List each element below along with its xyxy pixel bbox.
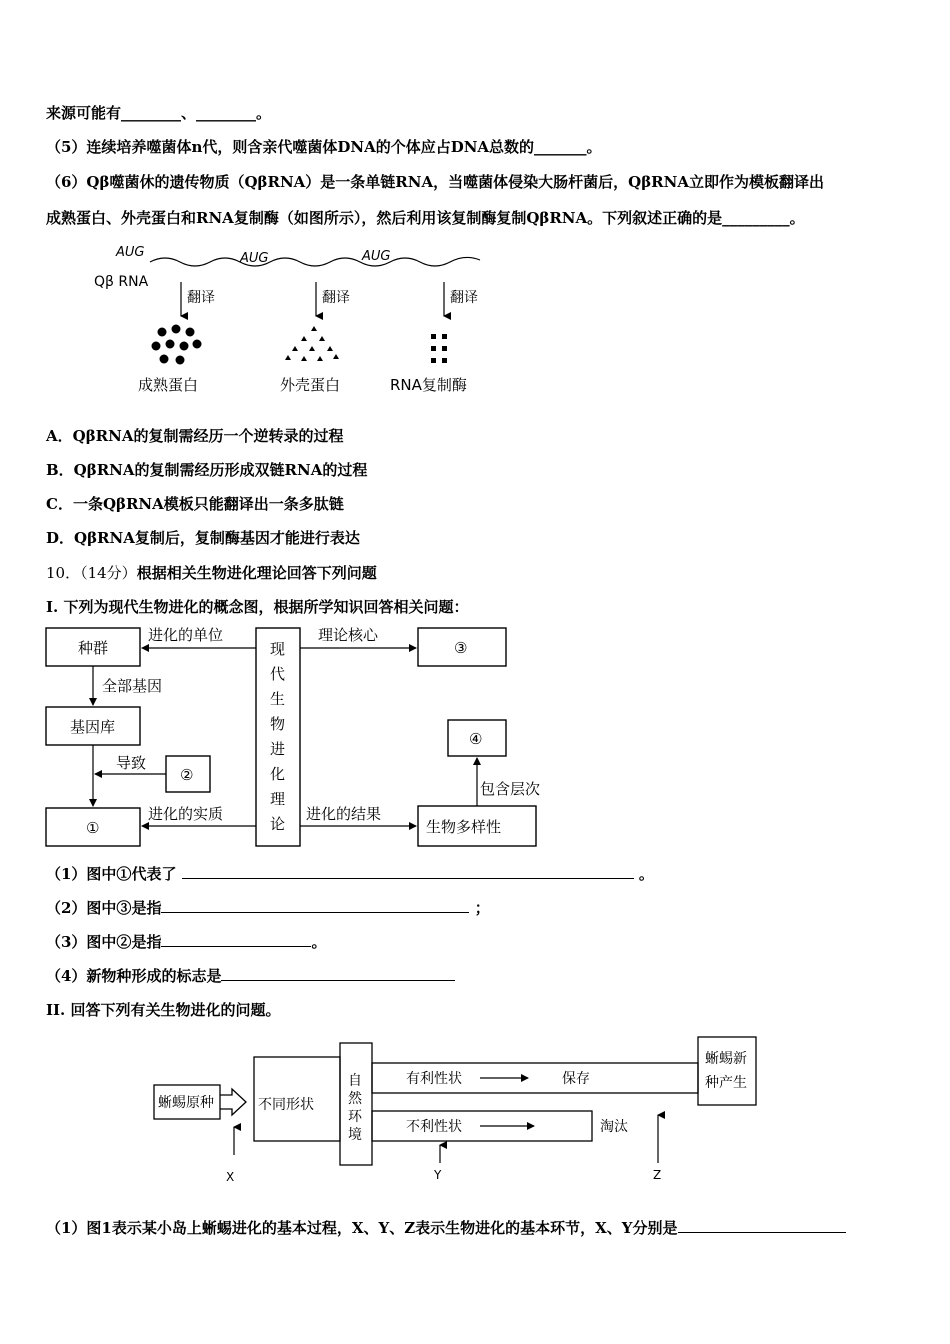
hollow-arrow (220, 1089, 246, 1115)
text-line-1: 来源可能有________、________。 (46, 104, 272, 122)
subq-1-text: （1）图中①代表了 (46, 865, 177, 883)
subq-lizard-1-text: （1）图1表示某小岛上蜥蜴进化的基本过程，X、Y、Z表示生物进化的基本环节，X、Y分别是 (46, 1219, 678, 1237)
question-number: 10． (46, 564, 81, 582)
label-box-1: ① (86, 819, 100, 837)
label-evolution-unit: 进化的单位 (148, 626, 224, 644)
text-line-q5: （5）连续培养噬菌体n代，则含亲代噬菌体DNA的个体应占DNA总数的_______。 (46, 138, 602, 156)
coat-protein-symbol (285, 326, 339, 361)
theory-char-0: 现 (270, 640, 286, 658)
answer-blank-2[interactable] (161, 898, 469, 913)
label-new-species-2: 种产生 (705, 1075, 747, 1091)
codon-aug-3: AUG (362, 249, 391, 264)
rna-strand (150, 257, 480, 266)
translate-label-1: 翻译 (187, 290, 215, 306)
label-y: Y (434, 1168, 442, 1182)
answer-blank-5[interactable] (678, 1218, 846, 1233)
codon-aug-2: AUG (240, 251, 269, 266)
product-rna-replicase: RNA复制酶 (390, 376, 467, 394)
option-b: B．QβRNA的复制需经历形成双链RNA的过程 (46, 461, 368, 479)
label-eliminate: 淘汰 (600, 1119, 628, 1135)
label-box-2: ② (180, 766, 194, 784)
codon-aug-1: AUG (116, 245, 145, 260)
text-line-q6a: （6）Qβ噬菌休的遗传物质（QβRNA）是一条单链RNA，当噬菌体侵染大肠杆菌后，QβRNA立即作为模板翻译出 (46, 173, 824, 191)
subq-2-text: （2）图中③是指 (46, 899, 162, 917)
theory-char-4: 进 (270, 740, 286, 758)
label-z: Z (653, 1168, 662, 1182)
subq-2-end: ； (474, 899, 490, 917)
theory-char-1: 代 (270, 665, 286, 683)
label-traits: 不同形状 (258, 1097, 314, 1113)
subq-1-end: 。 (638, 865, 654, 883)
text-line-q6b: 成熟蛋白、外壳蛋白和RNA复制酶（如图所示），然后利用该复制酶复制QβRNA。下列叙述正确的是_________。 (46, 209, 805, 227)
label-x: X (226, 1170, 235, 1184)
theory-vertical-text (270, 640, 285, 833)
question-text: 根据相关生物进化理论回答下列问题 (136, 564, 377, 582)
answer-blank-3[interactable] (161, 932, 311, 947)
theory-char-7: 论 (270, 815, 286, 833)
nature-char-0: 自 (348, 1073, 362, 1089)
translate-label-2: 翻译 (322, 290, 350, 306)
nature-char-1: 然 (348, 1091, 362, 1107)
subq-3-text: （3）图中②是指 (46, 933, 162, 951)
translate-label-3: 翻译 (450, 290, 478, 306)
label-levels: 包含层次 (480, 780, 541, 798)
part-1-heading: I. 下列为现代生物进化的概念图，根据所学知识回答相关问题： (46, 598, 469, 616)
theory-char-5: 化 (270, 765, 286, 783)
replicase-symbol (431, 334, 447, 363)
label-theory-core: 理论核心 (318, 626, 379, 644)
nature-char-3: 境 (348, 1127, 362, 1143)
option-c: C．一条QβRNA模板只能翻译出一条多肽链 (46, 495, 344, 513)
subq-3 (46, 932, 326, 952)
subq-3-end: 。 (311, 933, 327, 951)
option-d: D．QβRNA复制后，复制酶基因才能进行表达 (46, 529, 360, 547)
question-10-header (46, 563, 377, 583)
answer-blank-1[interactable] (182, 864, 634, 879)
box-theory (256, 628, 300, 846)
label-gene-pool: 基因库 (70, 718, 116, 736)
theory-char-6: 理 (270, 790, 286, 808)
subq-4-text: （4）新物种形成的标志是 (46, 967, 222, 985)
subq-4 (46, 966, 455, 986)
label-box-4: ④ (469, 730, 483, 748)
label-new-species-1: 蜥蜴新 (705, 1051, 747, 1067)
theory-char-2: 生 (270, 690, 286, 708)
evolution-concept-map (40, 622, 560, 852)
nature-char-2: 环 (348, 1109, 362, 1125)
label-box-3: ③ (454, 639, 468, 657)
question-score: （14分） (80, 564, 137, 582)
part-2-heading: II. 回答下列有关生物进化的问题。 (46, 1001, 281, 1019)
option-a: A．QβRNA的复制需经历一个逆转录的过程 (46, 427, 344, 445)
product-coat-protein: 外壳蛋白 (280, 376, 341, 394)
answer-blank-4[interactable] (221, 966, 455, 981)
label-preserve: 保存 (562, 1071, 590, 1087)
label-unfavorable: 不利性状 (406, 1119, 462, 1135)
label-diversity: 生物多样性 (426, 818, 502, 836)
box-new-species (698, 1037, 756, 1105)
product-mature-protein: 成熟蛋白 (138, 376, 199, 394)
label-all-genes: 全部基因 (102, 677, 163, 695)
subq-lizard-1 (46, 1218, 846, 1238)
label-favorable: 有利性状 (406, 1071, 462, 1087)
label-population: 种群 (78, 639, 109, 657)
subq-1 (46, 864, 654, 884)
subq-2 (46, 898, 490, 918)
lizard-evolution-diagram (150, 1033, 770, 1188)
label-evolution-essence: 进化的实质 (148, 805, 224, 823)
theory-char-3: 物 (270, 715, 286, 733)
rna-strand-label: Qβ RNA (94, 274, 149, 290)
mature-protein-symbol (152, 325, 202, 365)
label-cause: 导致 (116, 754, 147, 772)
qbeta-rna-diagram (90, 240, 530, 405)
label-lizard-origin: 蜥蜴原种 (158, 1095, 214, 1111)
label-evolution-result: 进化的结果 (306, 805, 382, 823)
